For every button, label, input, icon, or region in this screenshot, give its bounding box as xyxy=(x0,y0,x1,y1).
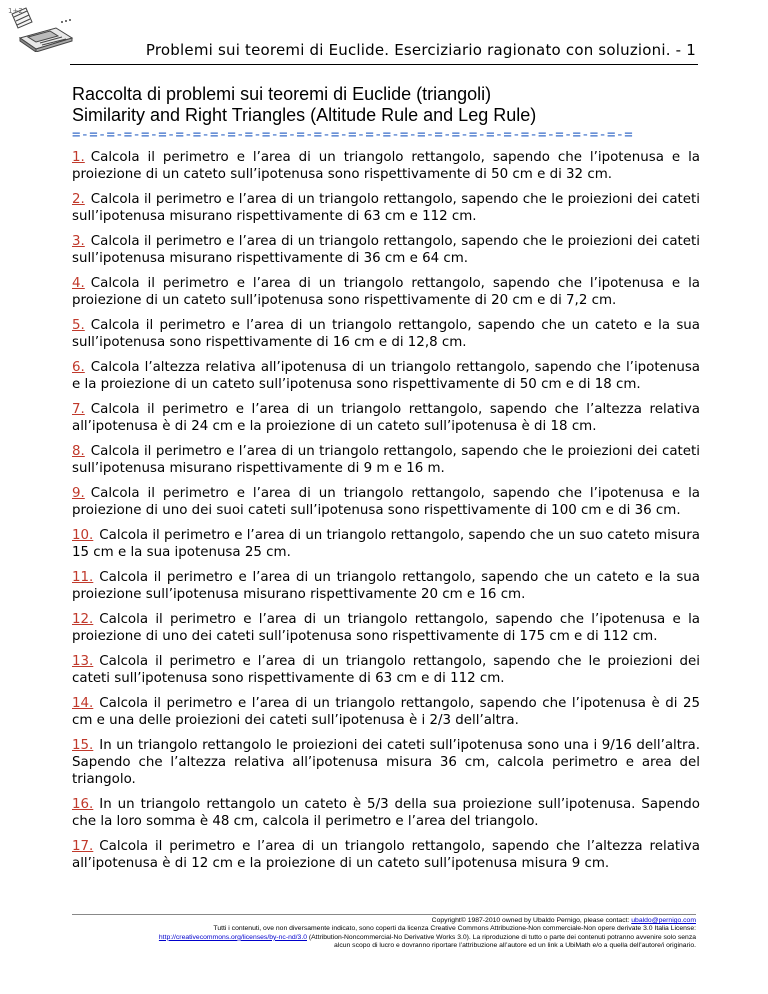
problem-number: 13. xyxy=(72,654,94,669)
problem-number: 6. xyxy=(72,360,85,375)
problem-text: Calcola il perimetro e l’area di un triangolo rettangolo, sapendo che l’ipotenusa è di 25 cm e una delle proiezioni dei cateti sull’ipotenusa è i 2/3 dell’altra. xyxy=(72,696,700,728)
problem-item xyxy=(72,796,700,830)
problem-text: In un triangolo rettangolo le proiezioni dei cateti sull’ipotenusa sono una i 9/16 dell’altra. Sapendo che l’altezza relativa all’ipotenusa misura 36 cm, calcola perimetro e area del triangolo. xyxy=(72,738,700,787)
problem-number: 15. xyxy=(72,738,94,753)
problem-text: Calcola il perimetro e l’area di un triangolo rettangolo, sapendo che un suo cateto misura 15 cm e la sua ipotenusa 25 cm. xyxy=(72,528,700,560)
problem-item xyxy=(72,401,700,435)
footer-attribution-text: alcun scopo di lucro e dovranno riportare l’attribuzione all’autore ed un link a UbiMath e/o a quella dell’autore/i originario. xyxy=(334,942,696,950)
problem-text: Calcola il perimetro e l’area di un triangolo rettangolo, sapendo che un cateto e la sua sull’ipotenusa sono rispettivamente di 16 cm e di 12,8 cm. xyxy=(72,318,700,350)
problem-text: Calcola il perimetro e l’area di un triangolo rettangolo, sapendo che l’ipotenusa e la proiezione di un cateto sull’ipotenusa sono rispettivamente di 20 cm e di 7,2 cm. xyxy=(72,276,700,308)
problem-number: 11. xyxy=(72,570,94,585)
problem-number: 8. xyxy=(72,444,85,459)
problem-item xyxy=(72,653,700,687)
problem-number: 16. xyxy=(72,797,94,812)
problem-item xyxy=(72,611,700,645)
problem-item xyxy=(72,149,700,183)
footer-license-line xyxy=(72,934,696,942)
problem-item xyxy=(72,569,700,603)
problem-number: 9. xyxy=(72,486,85,501)
problem-item xyxy=(72,275,700,309)
title-line-1: Raccolta di problemi sui teoremi di Euclide (triangoli) xyxy=(72,84,492,104)
problem-number: 10. xyxy=(72,528,94,543)
problem-number: 1. xyxy=(72,150,85,165)
problem-text: Calcola il perimetro e l’area di un triangolo rettangolo, sapendo che le proiezioni dei cateti sull’ipotenusa misurano rispettivamente di 36 cm e 64 cm. xyxy=(72,234,700,266)
license-description: (Attribution-Noncommercial-No Derivative Works 3.0). La riproduzione di tutto o parte dei contenuti potranno avvenire solo senza xyxy=(307,933,696,941)
problem-number: 7. xyxy=(72,402,85,417)
problem-number: 3. xyxy=(72,234,85,249)
problem-text: Calcola il perimetro e l’area di un triangolo rettangolo, sapendo che le proiezioni dei cateti sull’ipotenusa misurano rispettivamente di 9 m e 16 m. xyxy=(72,444,700,476)
document-title xyxy=(72,84,698,126)
problem-text: Calcola il perimetro e l’area di un triangolo rettangolo, sapendo che le proiezioni dei cateti sull’ipotenusa sono rispettivamente di 63 cm e di 112 cm. xyxy=(72,654,700,686)
problem-text: Calcola il perimetro e l’area di un triangolo rettangolo, sapendo che l’ipotenusa e la proiezione di un cateto sull’ipotenusa sono rispettivamente di 50 cm e di 32 cm. xyxy=(72,150,700,182)
problem-text: Calcola il perimetro e l’area di un triangolo rettangolo, sapendo che l’altezza relativa all’ipotenusa è di 12 cm e la proiezione di un cateto sull’ipotenusa misura 9 cm. xyxy=(72,839,700,871)
header-divider xyxy=(70,64,698,65)
problem-item xyxy=(72,233,700,267)
license-link[interactable]: http://creativecommons.org/licenses/by-nc-nd/3.0 xyxy=(158,933,307,941)
problem-item xyxy=(72,485,700,519)
problem-item xyxy=(72,359,700,393)
footer-divider xyxy=(72,914,696,915)
problem-text: Calcola il perimetro e l’area di un triangolo rettangolo, sapendo che le proiezioni dei cateti sull’ipotenusa misurano rispettivamente di 63 cm e 112 cm. xyxy=(72,192,700,224)
problem-item xyxy=(72,443,700,477)
footer xyxy=(72,917,696,951)
problem-item xyxy=(72,838,700,872)
problem-text: In un triangolo rettangolo un cateto è 5/3 della sua proiezione sull’ipotenusa. Sapendo che la loro somma è 48 cm, calcola il perimetro e l’area del triangolo. xyxy=(72,797,700,829)
problem-number: 12. xyxy=(72,612,94,627)
problem-item xyxy=(72,527,700,561)
problem-number: 4. xyxy=(72,276,85,291)
title-line-2: Similarity and Right Triangles (Altitude Rule and Leg Rule) xyxy=(72,105,537,125)
problem-item xyxy=(72,695,700,729)
problem-number: 14. xyxy=(72,696,94,711)
problem-text: Calcola il perimetro e l’area di un triangolo rettangolo, sapendo che l’altezza relativa all’ipotenusa è di 24 cm e la proiezione di un cateto sull’ipotenusa è di 18 cm. xyxy=(72,402,700,434)
separator-line: =-=-=-=-=-=-=-=-=-=-=-=-=-=-=-=-=-=-=-=-=-=-=-=-=-=-=-=-=-=-=-=-= xyxy=(72,127,633,143)
problem-text: Calcola l’altezza relativa all’ipotenusa di un triangolo rettangolo, sapendo che l’ipotenusa e la proiezione di un cateto sull’ipotenusa sono rispettivamente di 50 cm e di 18 cm. xyxy=(72,360,700,392)
problem-text: Calcola il perimetro e l’area di un triangolo rettangolo, sapendo che un cateto e la sua proiezione sull’ipotenusa misurano rispettivamente 20 cm e 16 cm. xyxy=(72,570,700,602)
footer-license-text: Tutti i contenuti, ove non diversamente indicato, sono coperti da licenza Creative Commons Attribuzione-Non commerciale-Non opere derivate 3.0 Italia License: xyxy=(213,925,696,933)
contact-email-link[interactable]: ubaldo@pernigo.com xyxy=(631,917,696,924)
calculator-logo-icon xyxy=(6,4,86,52)
problem-item xyxy=(72,737,700,788)
footer-copyright xyxy=(72,917,696,925)
problem-number: 2. xyxy=(72,192,85,207)
page-header-title: Problemi sui teoremi di Euclide. Eserciziario ragionato con soluzioni. - 1 xyxy=(145,41,696,59)
problem-list xyxy=(72,149,700,880)
problem-number: 17. xyxy=(72,839,94,854)
problem-number: 5. xyxy=(72,318,85,333)
problem-text: Calcola il perimetro e l’area di un triangolo rettangolo, sapendo che l’ipotenusa e la proiezione di uno dei cateti sull’ipotenusa sono rispettivamente di 175 cm e di 112 cm. xyxy=(72,612,700,644)
svg-text:1+2: 1+2 xyxy=(8,7,23,15)
problem-item xyxy=(72,317,700,351)
problem-text: Calcola il perimetro e l’area di un triangolo rettangolo, sapendo che l’ipotenusa e la proiezione di uno dei suoi cateti sull’ipotenusa sono rispettivamente di 100 cm e di 36 cm. xyxy=(72,486,700,518)
copyright-text: Copyright© 1987-2010 owned by Ubaldo Pernigo, please contact: xyxy=(431,917,632,924)
problem-item xyxy=(72,191,700,225)
